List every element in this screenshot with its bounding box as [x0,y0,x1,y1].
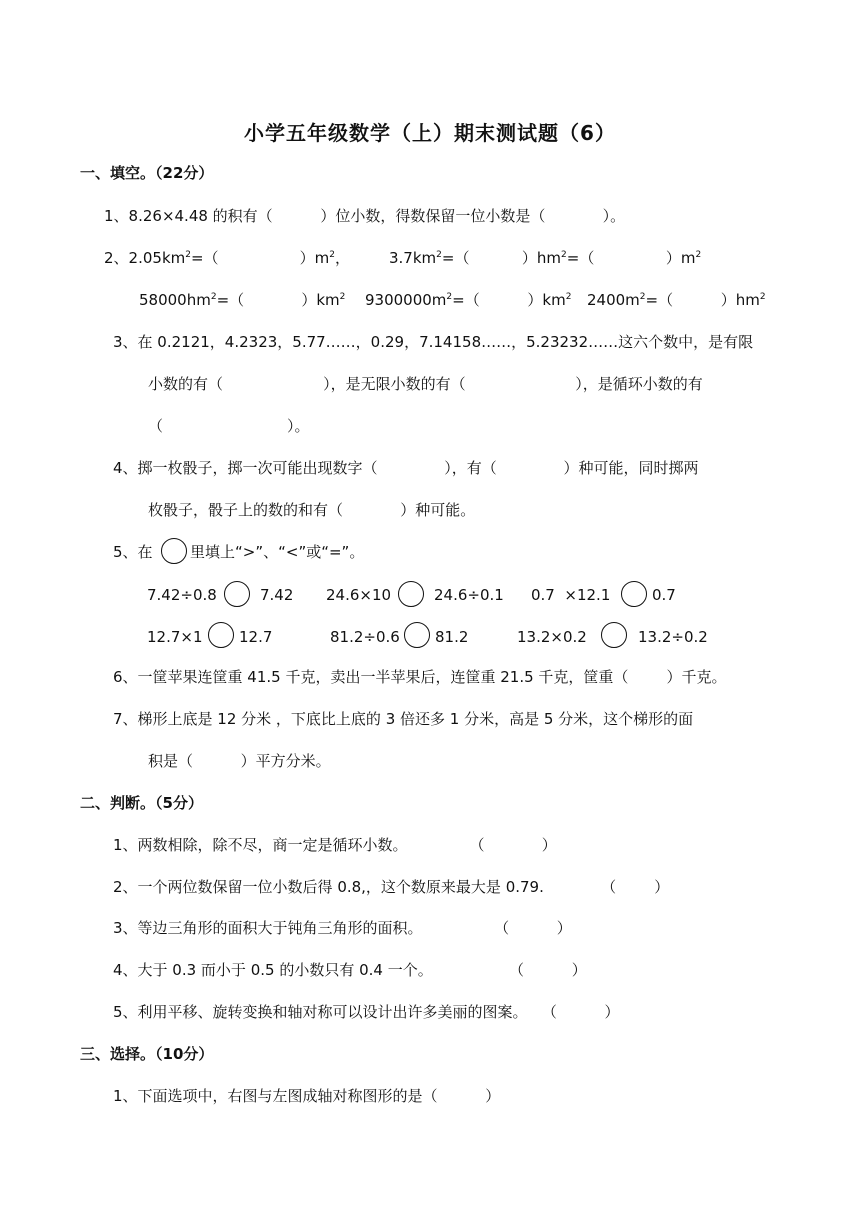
section-judge-heading: 二、判断。（5分） [80,794,203,812]
compare-4-right: 12.7 [239,628,273,646]
compare-circle-4[interactable] [208,622,234,648]
compare-circle-3[interactable] [621,581,647,607]
fill-question-5-prefix: 5、在 [113,543,153,561]
fill-question-7-line-1: 7、梯形上底是 12 分米 ，下底比上底的 3 倍还多 1 分米，高是 5 分米，这个梯形的面 [113,710,694,728]
judge-question-1: 1、两数相除，除不尽，商一定是循环小数。 （ ） [113,836,557,854]
fill-question-4-line-2: 枚骰子，骰子上的数的和有（ ）种可能。 [148,501,476,519]
compare-circle-5[interactable] [404,622,430,648]
fill-question-3-line-2: 小数的有（ ），是无限小数的有（ ），是循环小数的有 [148,375,703,393]
compare-1-right: 7.42 [260,586,294,604]
compare-5-right: 81.2 [435,628,469,646]
fill-question-1: 1、8.26×4.48 的积有（ ）位小数，得数保留一位小数是（ ）。 [104,207,626,225]
compare-3-left: 0.7 ×12.1 [531,586,611,604]
compare-2-left: 24.6×10 [326,586,392,604]
compare-5-left: 81.2÷0.6 [330,628,400,646]
judge-question-3: 3、等边三角形的面积大于钝角三角形的面积。 （ ） [113,919,572,937]
compare-circle-1[interactable] [224,581,250,607]
judge-question-2: 2、一个两位数保留一位小数后得 0.8,，这个数原来最大是 0.79. （ ） [113,878,670,896]
compare-6-left: 13.2×0.2 [517,628,587,646]
fill-question-2-line-1b: $3.7km^2=$（ ）$hm^2=$（ ）$m^2$ [389,249,702,267]
judge-question-5: 5、利用平移、旋转变换和轴对称可以设计出许多美丽的图案。 （ ） [113,1003,620,1021]
section-fill-heading: 一、填空。（22分） [80,164,214,182]
fill-question-3-line-1: 3、在 0.2121，4.2323，5.77……，0.29，7.14158……，5.23232……这六个数中，是有限 [113,333,754,351]
fill-question-4-line-1: 4、掷一枚骰子，掷一次可能出现数字（ ），有（ ）种可能，同时掷两 [113,459,699,477]
fill-question-5-suffix: 里填上“>”、“<”或“=”。 [190,543,365,561]
fill-question-2-line-2a: $58000hm^2=$（ ）$km^2$ [139,291,346,309]
compare-6-right: 13.2÷0.2 [638,628,708,646]
judge-question-4: 4、大于 0.3 而小于 0.5 的小数只有 0.4 一个。 （ ） [113,961,587,979]
fill-question-2-line-2b: $9300000m^2=$（ ）$km^2$ [365,291,572,309]
compare-3-right: 0.7 [652,586,676,604]
fill-question-3-line-3: （ ）。 [148,417,310,435]
fill-question-7-line-2: 积是（ ）平方分米。 [148,752,331,770]
compare-2-right: 24.6÷0.1 [434,586,504,604]
compare-circle-example [161,538,187,564]
compare-circle-2[interactable] [398,581,424,607]
page-title: 小学五年级数学（上）期末测试题（6） [244,121,616,145]
compare-1-left: 7.42÷0.8 [147,586,217,604]
compare-circle-6[interactable] [601,622,627,648]
fill-question-6: 6、一筐苹果连筐重 41.5 千克，卖出一半苹果后，连筐重 21.5 千克，筐重（ ）千克。 [113,668,727,686]
choice-question-1: 1、下面选项中，右图与左图成轴对称图形的是（ ） [113,1087,501,1105]
fill-question-2-line-2c: $2400m^2=$（ ）$hm^2$ [587,291,766,309]
compare-4-left: 12.7×1 [147,628,203,646]
fill-question-2-line-1: 2、$2.05km^2=$（ ）$m^2$， [104,249,350,267]
section-choice-heading: 三、选择。（10分） [80,1045,214,1063]
